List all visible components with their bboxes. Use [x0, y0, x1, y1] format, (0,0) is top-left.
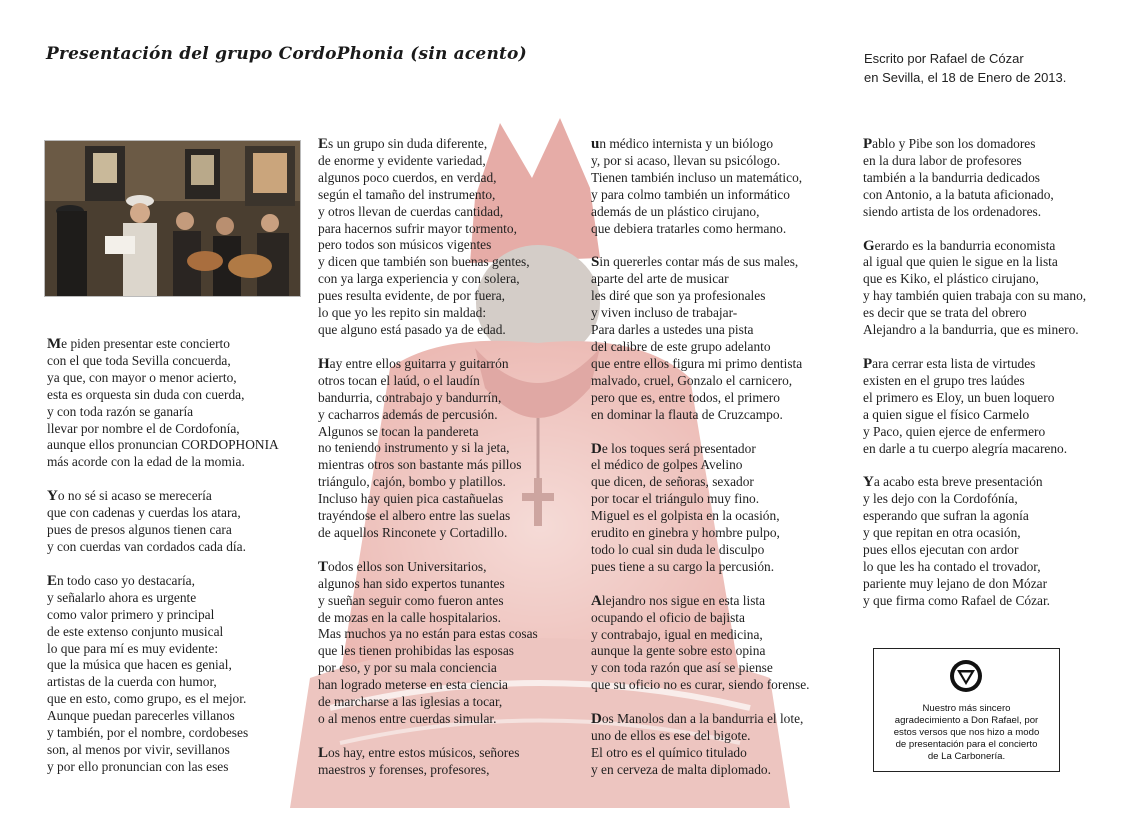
verse-line: triángulo, cajón, bombo y platillos.	[318, 474, 506, 490]
verse-line: han logrado meterse en esta ciencia	[318, 677, 508, 693]
page-title: Presentación del grupo CordoPhonia (sin acento)	[46, 44, 527, 64]
verse-line: son, al menos por vivir, sevillanos	[47, 741, 230, 757]
verse-line: y también, por el nombre, cordobeses	[47, 725, 249, 741]
stanza	[863, 474, 1086, 609]
verse-line: el primero es Eloy, un buen loquero	[863, 389, 1055, 405]
verse-line: pues de presos algunos tienen cara	[47, 522, 232, 538]
verse-line: además de un plástico cirujano,	[591, 203, 760, 219]
verse-line: y señalarlo ahora es urgente	[47, 589, 197, 605]
verse-line: malvado, cruel, Gonzalo el carnicero,	[591, 372, 793, 388]
verse-line: al igual que quien le sigue en la lista	[863, 254, 1058, 270]
stanza	[591, 593, 809, 694]
verse-line: algunos poco cuerdos, en verdad,	[318, 169, 497, 185]
verse-line: Para darles a ustedes una pista	[591, 322, 754, 338]
verse-line: otros tocan el laúd, o el laudín	[318, 372, 480, 388]
verse-line: también a la bandurria dedicados	[863, 169, 1040, 185]
verse-line: Mas muchos ya no están para estas cosas	[318, 626, 538, 642]
verse-line: esta es orquesta sin duda con cuerda,	[47, 386, 245, 402]
verse-line: no teniendo instrumento y si la jeta,	[318, 440, 510, 456]
verse-line: que su oficio no es curar, siendo forense.	[591, 677, 810, 693]
verse-line: De los toques será presentador	[591, 440, 756, 457]
verse-line: del calibre de este grupo adelanto	[591, 338, 771, 354]
verse-line: Pablo y Pibe son los domadores	[863, 136, 1036, 152]
verse-line: Para cerrar esta lista de virtudes	[863, 355, 1036, 372]
stanza	[47, 336, 279, 471]
verse-line: pero que es, entre todos, el primero	[591, 389, 780, 405]
verse-line: aunque ellos pronuncian CORDOPHONIA	[47, 437, 279, 453]
stanza	[318, 356, 538, 542]
stanza	[47, 488, 279, 556]
verse-line: de enorme y evidente variedad,	[318, 152, 486, 168]
triangle-circle-logo-icon	[949, 659, 983, 693]
stanza	[318, 136, 538, 339]
verse-line: Yo no sé si acaso se merecería	[47, 488, 212, 505]
stanza-initial: T	[318, 558, 329, 575]
verse-line: y dicen que también son buenas gentes,	[318, 254, 530, 270]
verse-line: de marcharse a las iglesias a tocar,	[318, 694, 503, 710]
byline-place-date: en Sevilla, el 18 de Enero de 2013.	[864, 70, 1067, 85]
note-line: de presentación para el concierto	[895, 739, 1038, 750]
stanza	[591, 711, 809, 779]
byline-author: Escrito por Rafael de Cózar	[864, 51, 1024, 66]
verse-line: existen en el grupo tres laúdes	[863, 372, 1025, 388]
note-line: Nuestro más sincero	[922, 703, 1011, 714]
verse-line: uno de ellos es ese del bigote.	[591, 728, 751, 744]
verse-line: Aunque puedan parecerles villanos	[47, 708, 235, 724]
verse-line: algunos han sido expertos tunantes	[318, 575, 505, 591]
verse-line: Dos Manolos dan a la bandurria el lote,	[591, 711, 804, 728]
verse-line: lo que para mí es muy evidente:	[47, 640, 219, 656]
verse-line: que debiera tratarles como hermano.	[591, 220, 787, 236]
poem-column-4	[863, 136, 1086, 627]
stanza-initial: u	[591, 136, 600, 152]
stanza	[591, 254, 809, 423]
verse-line: llevar por nombre el de Cordofonía,	[47, 420, 240, 436]
stanza	[591, 441, 809, 576]
verse-line: todo lo cual sin duda le disculpo	[591, 541, 765, 557]
verse-line: Los hay, entre estos músicos, señores	[318, 744, 520, 761]
verse-line: y viven incluso de trabajar-	[591, 305, 738, 321]
verse-line: por tocar el triángulo muy fino.	[591, 491, 760, 507]
verse-line: siendo artista de los ordenadores.	[863, 203, 1042, 219]
verse-line: Sin quererles contar más de sus males,	[591, 254, 799, 271]
verse-line: artistas de la cuerda con humor,	[47, 674, 217, 690]
stanza-initial: Y	[47, 488, 58, 505]
verse-line: y con toda razón se ganaría	[47, 403, 194, 419]
verse-line: pues tiene a su cargo la percusión.	[591, 558, 775, 574]
verse-line: aunque la gente sobre esto opina	[591, 643, 766, 659]
stanza	[863, 356, 1086, 457]
stanza	[318, 559, 538, 728]
verse-line: con el que toda Sevilla concuerda,	[47, 352, 231, 368]
verse-line: y otros llevan de cuerdas cantidad,	[318, 203, 504, 219]
verse-line: para hacernos sufrir mayor tormento,	[318, 220, 517, 236]
verse-line: Alejandro a la bandurria, que es minero.	[863, 322, 1079, 338]
verse-line: según el tamaño del instrumento,	[318, 186, 496, 202]
verse-line: que es Kiko, el plástico cirujano,	[863, 271, 1039, 287]
verse-line: que alguno está pasado ya de edad.	[318, 321, 506, 337]
poem-column-2	[318, 136, 538, 796]
verse-line: Ya acabo esta breve presentación	[863, 474, 1043, 491]
stanza-initial: E	[47, 572, 58, 589]
verse-line: y por ello pronuncian con las eses	[47, 758, 229, 774]
verse-line: y que repitan en otra ocasión,	[863, 525, 1021, 541]
verse-line: en la dura labor de profesores	[863, 152, 1022, 168]
stanza	[318, 745, 538, 779]
verse-line: Hay entre ellos guitarra y guitarrón	[318, 355, 509, 372]
poem-column-3	[591, 136, 809, 796]
note-line: agradecimiento a Don Rafael, por	[894, 715, 1039, 726]
verse-line: por eso, y por su mala conciencia	[318, 660, 497, 676]
verse-line: en darle a tu cuerpo alegría macareno.	[863, 440, 1068, 456]
stanza	[863, 238, 1086, 339]
note-line: estos versos que nos hizo a modo	[893, 727, 1040, 738]
stanza	[863, 136, 1086, 221]
verse-line: mientras otros son bastante más pillos	[318, 457, 522, 473]
verse-line: En todo caso yo destacaría,	[47, 572, 195, 589]
verse-line: que entre ellos figura mi primo dentista	[591, 355, 803, 371]
verse-line: y, por si acaso, llevan su psicólogo.	[591, 152, 781, 168]
verse-line: Incluso hay quien pica castañuelas	[318, 491, 504, 507]
verse-line: y contrabajo, igual en medicina,	[591, 626, 763, 642]
verse-line: de aquellos Rinconete y Cortadillo.	[318, 524, 508, 540]
verse-line: que la música que hacen es genial,	[47, 657, 232, 673]
verse-line: con Antonio, a la batuta aficionado,	[863, 186, 1054, 202]
verse-line: y les dejo con la Cordofónía,	[863, 491, 1018, 507]
verse-line: como valor primero y principal	[47, 606, 215, 622]
stanza-initial: G	[863, 237, 875, 254]
stanza	[591, 136, 809, 237]
stanza-initial: A	[591, 592, 602, 609]
stanza-initial: L	[318, 744, 329, 761]
verse-line: y con cuerdas van cordados cada día.	[47, 538, 246, 554]
stanza-initial: S	[591, 254, 600, 271]
verse-line: que con cadenas y cuerdas los atara,	[47, 505, 241, 521]
verse-line: trayéndose el albero entre las suelas	[318, 508, 511, 524]
verse-line: pero todos son músicos vigentes	[318, 237, 492, 253]
verse-line: Gerardo es la bandurria economista	[863, 237, 1056, 254]
stanza-initial: Y	[863, 474, 874, 491]
verse-line: de este extenso conjunto musical	[47, 623, 224, 639]
stanza-initial: P	[863, 355, 873, 372]
verse-line: Miguel es el golpista en la ocasión,	[591, 508, 780, 524]
verse-line: que en esto, como grupo, es el mejor.	[47, 691, 247, 707]
verse-line: El otro es el químico titulado	[591, 745, 747, 760]
verse-line: maestros y forenses, profesores,	[318, 761, 490, 777]
verse-line: es decir que se trata del obrero	[863, 305, 1027, 321]
verse-line: y en cerveza de malta diplomado.	[591, 761, 771, 777]
verse-line: o al menos entre cuerdas simular.	[318, 711, 497, 726]
byline	[864, 49, 1066, 87]
verse-line: pariente muy lejano de don Mózar	[863, 575, 1048, 591]
verse-line: pues ellos ejecutan con ardor	[863, 542, 1019, 558]
stanza-initial: M	[47, 336, 62, 352]
verse-line: con ya larga experiencia y con solera,	[318, 271, 520, 287]
verse-line: Algunos se tocan la pandereta	[318, 423, 479, 439]
verse-line: más acorde con la edad de la momia.	[47, 454, 245, 470]
verse-line: erudito en ginebra y hombre pulpo,	[591, 525, 780, 541]
verse-line: y sueñan seguir como fueron antes	[318, 592, 504, 608]
verse-line: a quien sigue el físico Carmelo	[863, 406, 1030, 422]
verse-line: y para colmo también un informático	[591, 186, 790, 202]
verse-line: lo que les ha contado el trovador,	[863, 558, 1041, 574]
stanza-initial: E	[318, 136, 329, 152]
verse-line: ocupando el oficio de bajista	[591, 609, 745, 625]
verse-line: ya que, con mayor o menor acierto,	[47, 369, 237, 385]
stanza-initial: H	[318, 355, 330, 372]
verse-line: de mozas en la calle hospitalarios.	[318, 609, 501, 625]
note-line: de La Carbonería.	[927, 751, 1006, 762]
verse-line: y cacharros además de percusión.	[318, 406, 498, 422]
poem-column-1	[47, 336, 279, 793]
verse-line: que dicen, de señoras, sexador	[591, 474, 754, 490]
verse-line: aparte del arte de musicar	[591, 271, 729, 287]
verse-line: Alejandro nos sigue en esta lista	[591, 592, 766, 609]
verse-line: que les tienen prohibidas las esposas	[318, 643, 514, 659]
verse-line: lo que yo les repito sin maldad:	[318, 305, 487, 321]
thank-you-note	[873, 648, 1060, 772]
band-photo	[44, 140, 301, 297]
verse-line: el médico de golpes Avelino	[591, 457, 743, 473]
verse-line: y hay también quien trabaja con su mano,	[863, 288, 1087, 304]
stanza-initial: P	[863, 136, 873, 152]
verse-line: pues resulta evidente, de por fuera,	[318, 288, 506, 304]
verse-line: un médico internista y un biólogo	[591, 136, 774, 152]
stanza-initial: D	[591, 440, 602, 457]
verse-line: y que firma como Rafael de Cózar.	[863, 592, 1051, 608]
verse-line: bandurria, contrabajo y bandurrín,	[318, 389, 502, 405]
verse-line: les diré que son ya profesionales	[591, 288, 766, 304]
verse-line: y con toda razón que así se piense	[591, 660, 773, 676]
verse-line: en dominar la flauta de Cruzcampo.	[591, 406, 783, 422]
stanza-initial: D	[591, 711, 602, 728]
verse-line: Es un grupo sin duda diferente,	[318, 136, 488, 152]
verse-line: y Paco, quien ejerce de enfermero	[863, 423, 1046, 439]
verse-line: Todos ellos son Universitarios,	[318, 558, 487, 575]
stanza	[47, 573, 279, 776]
thank-you-text	[880, 703, 1053, 763]
verse-line: Tienen también incluso un matemático,	[591, 169, 803, 185]
verse-line: Me piden presentar este concierto	[47, 336, 230, 352]
verse-line: esperando que sufran la agonía	[863, 508, 1029, 524]
